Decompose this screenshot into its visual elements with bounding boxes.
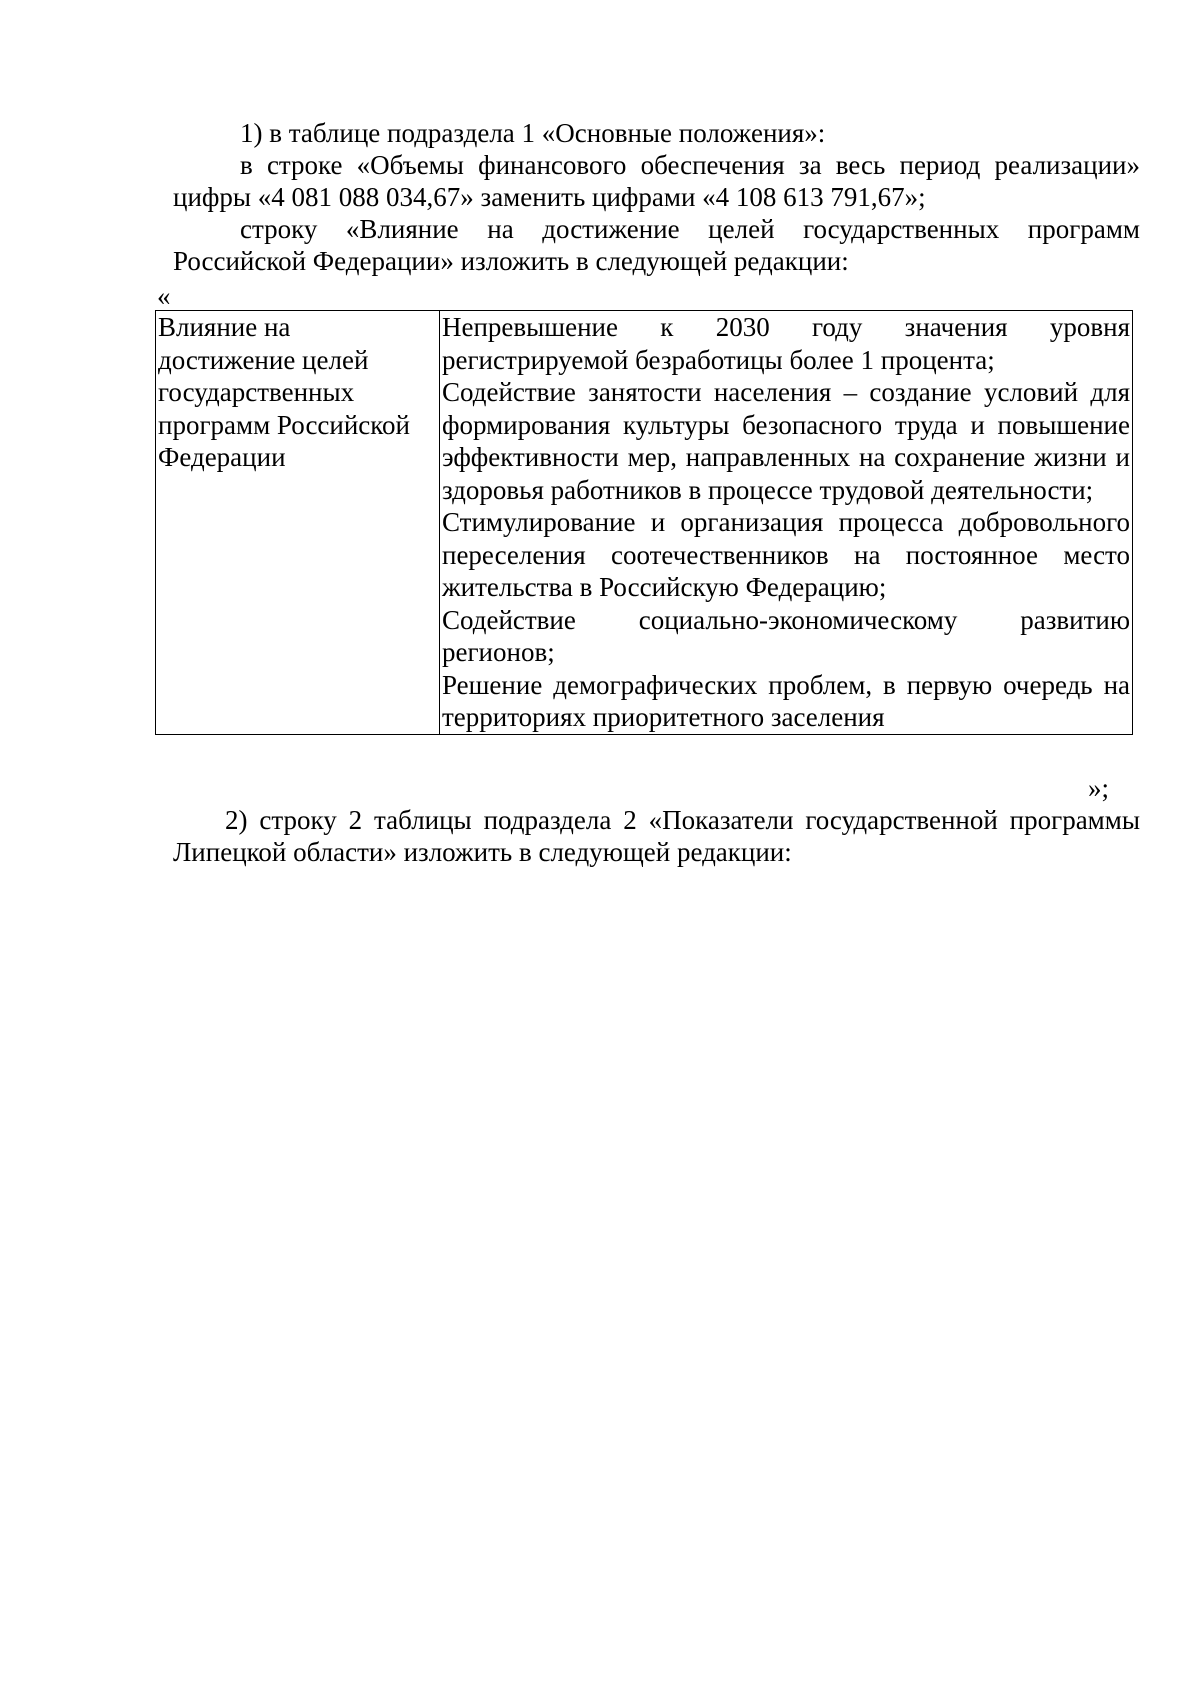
- opening-quote-mark: «: [157, 281, 171, 311]
- content-item: Содействие социально-экономическому развитию регионов;: [442, 604, 1130, 667]
- paragraph-item-2: 2) строку 2 таблицы подраздела 2 «Показатели государственной программы Липецкой области» изложить в следующей редакции:: [173, 805, 1140, 867]
- content-item: Непревышение к 2030 году значения уровня регистрируемой безработицы более 1 процента;: [442, 312, 1130, 375]
- label-line: Федерации: [158, 442, 286, 472]
- table-row: [156, 311, 1133, 735]
- paragraph-item-1: 1) в таблице подраздела 1 «Основные положения»:: [240, 118, 826, 148]
- paragraph-row-replacement: строку «Влияние на достижение целей государственных программ Российской Федерации» изложить в следующей редакции:: [173, 214, 1140, 276]
- table-cell-label: [156, 311, 440, 735]
- closing-quote-mark: »;: [1088, 773, 1110, 803]
- replacement-table: [155, 310, 1133, 735]
- label-line: Влияние на: [158, 312, 291, 342]
- label-line: достижение целей: [158, 344, 369, 375]
- paragraph-financing-change: в строке «Объемы финансового обеспечения за весь период реализации» цифры «4 081 088 034,67» заменить цифрами «4 108 613 791,67»;: [173, 150, 1140, 212]
- content-item: Стимулирование и организация процесса добровольного переселения соотечественников на постоянное место жительства в Российскую Федерацию;: [442, 507, 1130, 602]
- content-item: Содействие занятости населения – создание условий для формирования культуры безопасного труда и повышение эффективности мер, направленных на сохранение жизни и здоровья работников в процессе трудовой деятельности;: [442, 377, 1130, 505]
- label-line: государственных: [158, 377, 355, 407]
- label-line: программ Российской: [158, 409, 410, 440]
- table-cell-content: [440, 311, 1133, 735]
- content-item: Решение демографических проблем, в первую очередь на территориях приоритетного заселения: [442, 669, 1130, 732]
